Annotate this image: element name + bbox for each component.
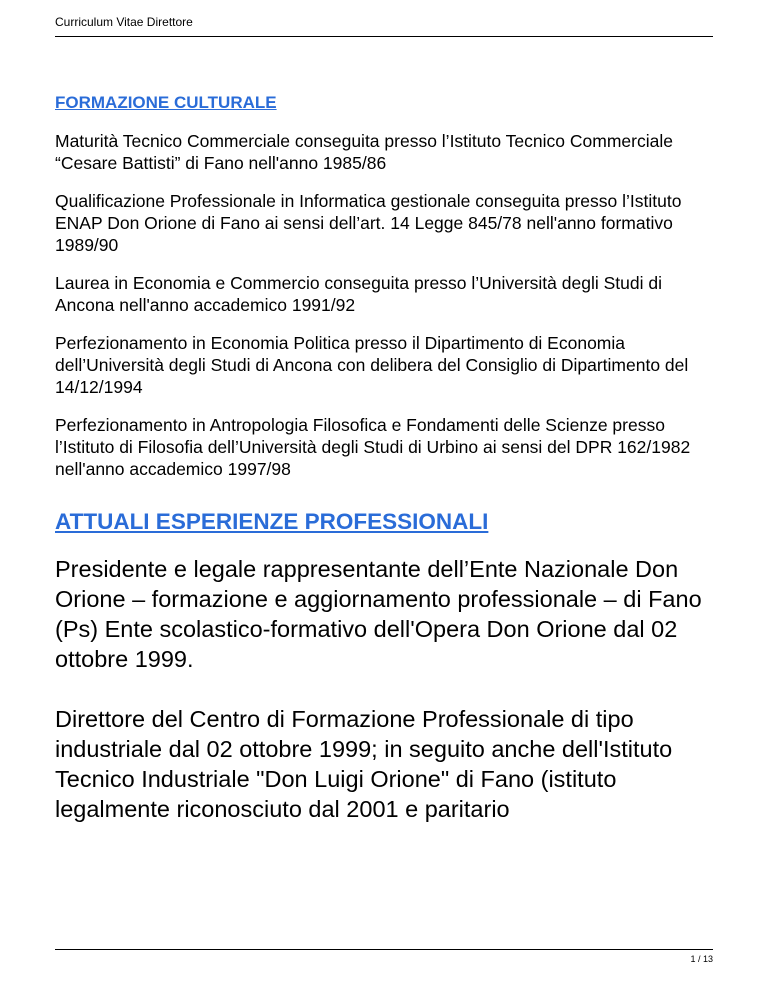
paragraph-perfezionamento-economia: Perfezionamento in Economia Politica presso il Dipartimento di Economia dell’Università degli Studi di Ancona con delibera del Consiglio di Dipartimento del 14/12/1994 xyxy=(55,333,689,397)
paragraph-laurea: Laurea in Economia e Commercio conseguita presso l’Università degli Studi di Ancona nell'anno accademico 1991/92 xyxy=(55,273,662,315)
page-number: 1 / 13 xyxy=(690,954,713,964)
paragraph-qualificazione: Qualificazione Professionale in Informatica gestionale conseguita presso l’Istituto ENAP Don Orione di Fano ai sensi dell’art. 14 Legge 845/78 nell'anno formativo 1989/90 xyxy=(55,191,682,255)
paragraph-perfezionamento-antropologia: Perfezionamento in Antropologia Filosofica e Fondamenti delle Scienze presso l’Istituto di Filosofia dell’Università degli Studi di Urbino ai sensi del DPR 162/1982 nell'anno accademico 1997/98 xyxy=(55,415,691,479)
document-body xyxy=(55,84,720,824)
document-title: Curriculum Vitae Direttore xyxy=(55,15,193,29)
paragraph-direttore: Direttore del Centro di Formazione Professionale di tipo industriale dal 02 ottobre 1999; in seguito anche dell'Istituto Tecnico Industriale "Don Luigi Orione" di Fano (istituto legalmente riconosciuto dal 2001 e paritario xyxy=(55,706,673,822)
page-footer xyxy=(55,949,713,964)
section-heading-formazione[interactable]: FORMAZIONE CULTURALE xyxy=(55,93,277,112)
page-header xyxy=(55,12,713,37)
paragraph-maturita: Maturità Tecnico Commerciale conseguita presso l’Istituto Tecnico Commerciale “Cesare Battisti” di Fano nell'anno 1985/86 xyxy=(55,131,673,173)
section-heading-esperienze[interactable]: ATTUALI ESPERIENZE PROFESSIONALI xyxy=(55,509,489,534)
paragraph-presidente: Presidente e legale rappresentante dell’Ente Nazionale Don Orione – formazione e aggiornamento professionale – di Fano (Ps) Ente scolastico-formativo dell'Opera Don Orione dal 02 ottobre 1999. xyxy=(55,556,702,672)
